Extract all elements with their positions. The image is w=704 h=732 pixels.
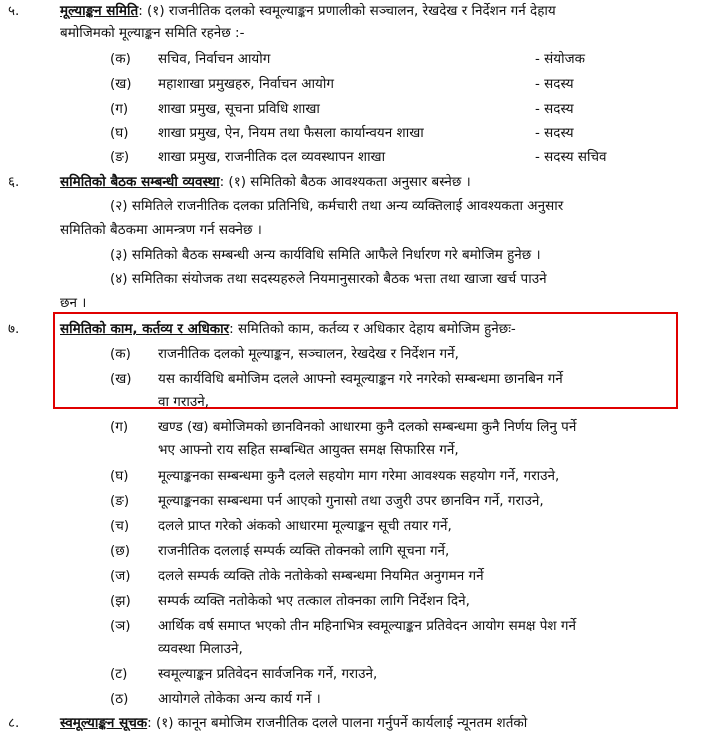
section-8-heading-line [60,714,527,732]
duty-ta-mark: (ट) [110,666,128,682]
duty-nya-text: आर्थिक वर्ष समाप्त भएको तीन महिनाभित्र स्वमूल्याङ्कन प्रतिवेदन आयोग समक्ष पेश गर्ने [158,618,576,634]
duty-tha-text: आयोगले तोकेका अन्य कार्य गर्ने । [158,691,321,707]
duty-chha-text: राजनीतिक दललाई सम्पर्क व्यक्ति तोक्नको लागि सूचना गर्ने, [158,543,450,559]
duty-tha-mark: (ठ) [110,691,129,707]
section-8-number: ८. [8,715,20,731]
duty-chha-mark: (छ) [110,543,130,559]
member-5-text: शाखा प्रमुख, राजनीतिक दल व्यवस्थापन शाखा [158,149,386,165]
section-7-heading: समितिको काम, कर्तव्य र अधिकार [60,321,230,337]
duty-kha-mark: (ख) [110,371,132,387]
section-7-number: ७. [8,321,20,337]
member-3-mark: (ग) [110,101,129,117]
member-4-text: शाखा प्रमुख, ऐन, नियम तथा फैसला कार्यान्वयन शाखा [158,125,424,141]
duty-kha-text-2: वा गराउने, [158,394,210,410]
section-5-intro-line2: बमोजिमको मूल्याङ्कन समिति रहनेछ :- [60,25,245,41]
section-6-para-3: (३) समितिको बैठक सम्बन्धी अन्य कार्यविधि समिति आफैले निर्धारण गरे बमोजिम हुनेछ । [110,247,541,263]
duty-ka-mark: (क) [110,346,131,362]
member-1-text: सचिव, निर्वाचन आयोग [158,51,271,67]
duty-jha-text: सम्पर्क व्यक्ति नतोकेको भए तत्काल तोक्नका लागि निर्देशन दिने, [158,593,470,609]
duty-nga-text: मूल्याङ्कनका सम्बन्धमा पर्न आएको गुनासो तथा उजुरी उपर छानविन गर्ने, गराउने, [158,493,544,509]
section-6-para-2a: (२) समितिले राजनीतिक दलका प्रतिनिधि, कर्मचारी तथा अन्य व्यक्तिलाई आवश्यकता अनुसार [110,198,564,214]
section-6-para-4b: छन । [60,295,87,311]
section-6-number: ६. [8,174,20,190]
member-2-mark: (ख) [110,76,132,92]
member-1-role: - संयोजक [535,51,586,67]
section-7-intro: : समितिको काम, कर्तव्य र अधिकार देहाय बमोजिम हुनेछः- [229,321,516,337]
duty-ja-mark: (ज) [110,568,131,584]
member-4-mark: (घ) [110,125,129,141]
duty-ga-text: खण्ड (ख) बमोजिमको छानविनको आधारमा कुनै दलको सम्बन्धमा कुनै निर्णय लिनु पर्ने [158,419,577,435]
member-2-text: महाशाखा प्रमुखहरु, निर्वाचन आयोग [158,76,334,92]
section-7-heading-line [60,320,516,338]
member-5-mark: (ङ) [110,149,130,165]
section-5-heading: मूल्याङ्कन समिति [60,3,139,19]
duty-ga-text-2: भए आफ्नो राय सहित सम्बन्धित आयुक्त समक्ष सिफारिस गर्ने, [158,442,459,458]
section-8-heading: स्वमूल्याङ्कन सूचक [60,715,148,731]
member-5-role: - सदस्य सचिव [535,149,607,165]
member-2-role: - सदस्य [535,76,574,92]
section-8-intro: : (१) कानून बमोजिम राजनीतिक दलले पालना गर्नुपर्ने कार्यलाई न्यूनतम शर्तको [147,715,528,731]
duty-jha-mark: (झ) [110,593,131,609]
duty-cha-text: दलले प्राप्त गरेको अंकको आधारमा मूल्याङ्कन सूची तयार गर्ने, [158,518,452,534]
section-6-heading: समितिको बैठक सम्बन्धी व्यवस्था [60,174,220,190]
member-3-text: शाखा प्रमुख, सूचना प्रविधि शाखा [158,101,320,117]
duty-gha-mark: (घ) [110,468,129,484]
section-5-intro: : (१) राजनीतिक दलको स्वमूल्याङ्कन प्रणालीको सञ्चालन, रेखदेख र निर्देशन गर्न देहाय [138,3,556,19]
section-6-para-2b: समितिको बैठकमा आमन्त्रण गर्न सक्नेछ । [60,222,262,238]
duty-nga-mark: (ङ) [110,493,130,509]
section-6-para-1: : (१) समितिको बैठक आवश्यकता अनुसार बस्नेछ । [219,174,471,190]
section-5-heading-line [60,2,556,20]
member-1-mark: (क) [110,51,131,67]
duty-ja-text: दलले सम्पर्क व्यक्ति तोके नतोकेको सम्बन्धमा नियमित अनुगमन गर्ने [158,568,484,584]
member-4-role: - सदस्य [535,125,574,141]
duty-kha-text: यस कार्यविधि बमोजिम दलले आफ्नो स्वमूल्याङ्कन गरे नगरेको सम्बन्धमा छानबिन गर्ने [158,371,563,387]
duty-gha-text: मूल्याङ्कनका सम्बन्धमा कुनै दलले सहयोग माग गरेमा आवश्यक सहयोग गर्ने, गराउने, [158,468,560,484]
duty-cha-mark: (च) [110,518,130,534]
section-5-number: ५. [8,3,20,19]
duty-nya-mark: (ञ) [110,618,131,634]
member-3-role: - सदस्य [535,101,574,117]
section-6-heading-line [60,173,471,191]
duty-nya-text-2: व्यवस्था मिलाउने, [158,641,243,657]
duty-ka-text: राजनीतिक दलको मूल्याङ्कन, सञ्चालन, रेखदेख र निर्देशन गर्ने, [158,346,459,362]
duty-ta-text: स्वमूल्याङ्कन प्रतिवेदन सार्वजनिक गर्ने, गराउने, [158,666,378,682]
section-6-para-4a: (४) समितिका संयोजक तथा सदस्यहरुले नियमानुसारको बैठक भत्ता तथा खाजा खर्च पाउने [110,271,547,287]
duty-ga-mark: (ग) [110,419,129,435]
